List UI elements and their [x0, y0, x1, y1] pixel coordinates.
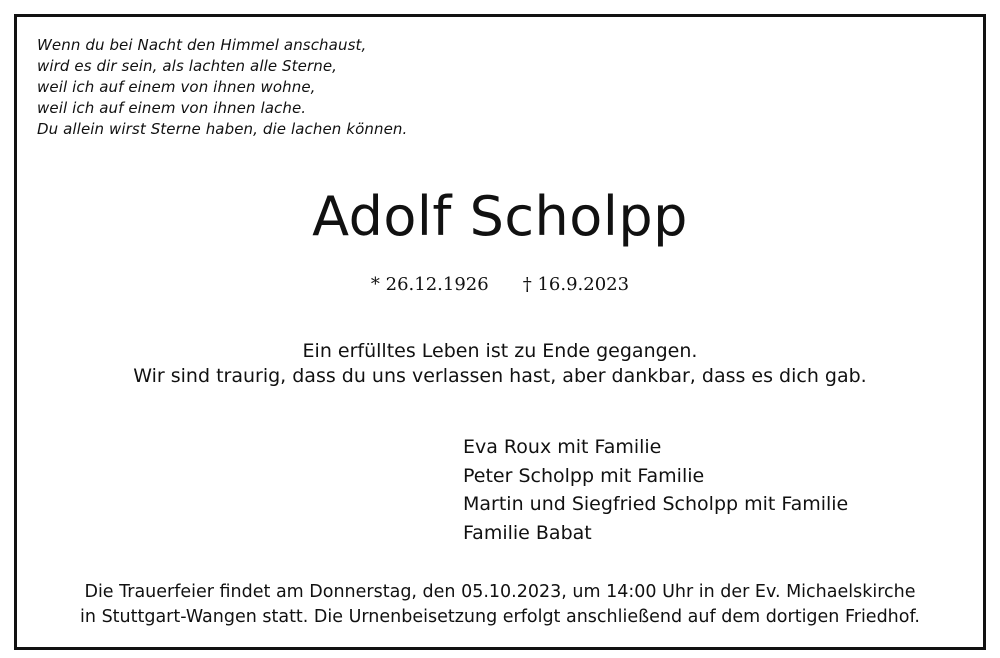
birth-date: * 26.12.1926 — [370, 274, 489, 295]
mourner-entry: Familie Babat — [463, 521, 592, 544]
life-dates — [17, 274, 983, 296]
mourner-entry: Eva Roux mit Familie — [463, 436, 662, 458]
notice-line: in Stuttgart-Wangen statt. Die Urnenbeisetzung erfolgt anschließend auf dem dortigen Friedhof. — [80, 607, 920, 627]
poem — [37, 35, 407, 140]
funeral-notice — [17, 580, 983, 630]
poem-line: Wenn du bei Nacht den Himmel anschaust, — [37, 36, 367, 54]
obituary-frame — [14, 14, 986, 650]
poem-line: wird es dir sein, als lachten alle Sterne, — [37, 57, 338, 75]
poem-line: Du allein wirst Sterne haben, die lachen können. — [37, 120, 408, 138]
lead-line: Wir sind traurig, dass du uns verlassen hast, aber dankbar, dass es dich gab. — [133, 365, 867, 387]
mourner-entry: Martin und Siegfried Scholpp mit Familie — [463, 493, 849, 515]
poem-line: weil ich auf einem von ihnen lache. — [37, 99, 307, 117]
mourners-list — [463, 433, 848, 547]
lead-line: Ein erfülltes Leben ist zu Ende gegangen. — [302, 340, 698, 362]
mourner-entry: Peter Scholpp mit Familie — [463, 464, 705, 487]
notice-line: Die Trauerfeier findet am Donnerstag, den 05.10.2023, um 14:00 Uhr in der Ev. Michaelskirche — [84, 582, 916, 602]
death-date: † 16.9.2023 — [522, 274, 630, 295]
lead-text — [17, 339, 983, 389]
poem-line: weil ich auf einem von ihnen wohne, — [37, 78, 316, 96]
deceased-name: Adolf Scholpp — [312, 185, 688, 248]
